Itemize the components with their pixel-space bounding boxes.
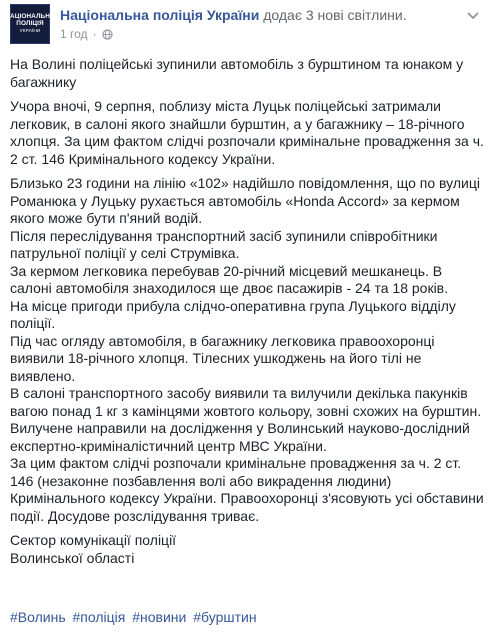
hashtag-link[interactable]: #бурштин: [193, 609, 257, 625]
post-paragraph-9: За цим фактом слідчі розпочали кримінальне провадження за ч. 2 ст. 146 (незаконне позбавлення волі або викрадення людини) Кримінального кодексу України. Правоохоронці з'ясовують усі обставини події. Досудове розслідування триває.: [10, 455, 484, 524]
post-paragraph-8: Вилучене направили на дослідження у Волинський науково-дослідний експертно-криміналістичний центр МВС України.: [10, 420, 470, 454]
post-timestamp[interactable]: 1 год: [60, 27, 88, 41]
signature-line-1: Сектор комунікації поліції: [10, 532, 177, 548]
avatar-line-1: НАЦІОНАЛЬНА: [5, 13, 55, 20]
hashtag-list: [10, 609, 260, 626]
post-paragraph-5: На місце пригоди прибула слідчо-оперативна група Луцького відділу поліції.: [10, 297, 456, 331]
hashtag-link[interactable]: #новини: [132, 609, 187, 625]
post-body: [10, 56, 484, 567]
post-paragraph-1: Учора вночі, 9 серпня, поблизу міста Луцьк поліцейські затримали легковик, в салоні якого знайшли бурштин, а у багажнику – 18-річного хлопця. За цим фактом слідчі розпочали кримінальне провадження за ч. 2 ст. 146 Кримінального кодексу України.: [10, 98, 484, 167]
author-line: [60, 6, 407, 24]
page-avatar[interactable]: [5, 4, 55, 44]
post-paragraph-7: В салоні транспортного засобу виявили та вилучили декілька пакунків вагою понад 1 кг з камінцями жовтого кольору, зовні схожих на бурштин.: [10, 385, 482, 419]
hashtag-link[interactable]: #поліція: [72, 609, 126, 625]
post-action-text[interactable]: додає 3 нові світлини.: [263, 7, 407, 23]
post-paragraph-4: За кермом легковика перебував 20-річний місцевий мешканець. В салоні автомобіля знаходилося ще двоє пасажирів - 24 та 18 років.: [10, 262, 449, 296]
avatar-line-3: УКРАЇНИ: [19, 29, 41, 34]
globe-icon[interactable]: [102, 29, 113, 40]
chevron-down-icon[interactable]: [467, 12, 479, 20]
hashtag-link[interactable]: #Волинь: [10, 609, 66, 625]
post-title: На Волині поліцейські зупинили автомобіль з бурштином та юнаком у багажнику: [10, 56, 464, 90]
post-header: [0, 0, 491, 50]
avatar-line-2: ПОЛІЦІЯ: [16, 20, 44, 27]
meta-separator: ·: [92, 27, 97, 41]
author-name-link[interactable]: Національна поліція України: [60, 7, 260, 23]
signature-line-2: Волинської області: [10, 549, 135, 566]
post-paragraph-3: Після переслідування транспортний засіб зупинили співробітники патрульної поліції у селі Струмівка.: [10, 227, 438, 261]
post-meta: [60, 27, 113, 42]
post-paragraph-6: Під час огляду автомобіля, в багажнику легковика правоохоронці виявили 18-річного хлопця. Тілесних ушкоджень на його тілі не виявлено.: [10, 332, 435, 384]
post-paragraph-2: Близько 23 години на лінію «102» надійшло повідомлення, що по вулиці Романюка у Луцьку рухається автомобіль «Honda Accord» за кермом якого може бути п'яний водій.: [10, 175, 480, 226]
